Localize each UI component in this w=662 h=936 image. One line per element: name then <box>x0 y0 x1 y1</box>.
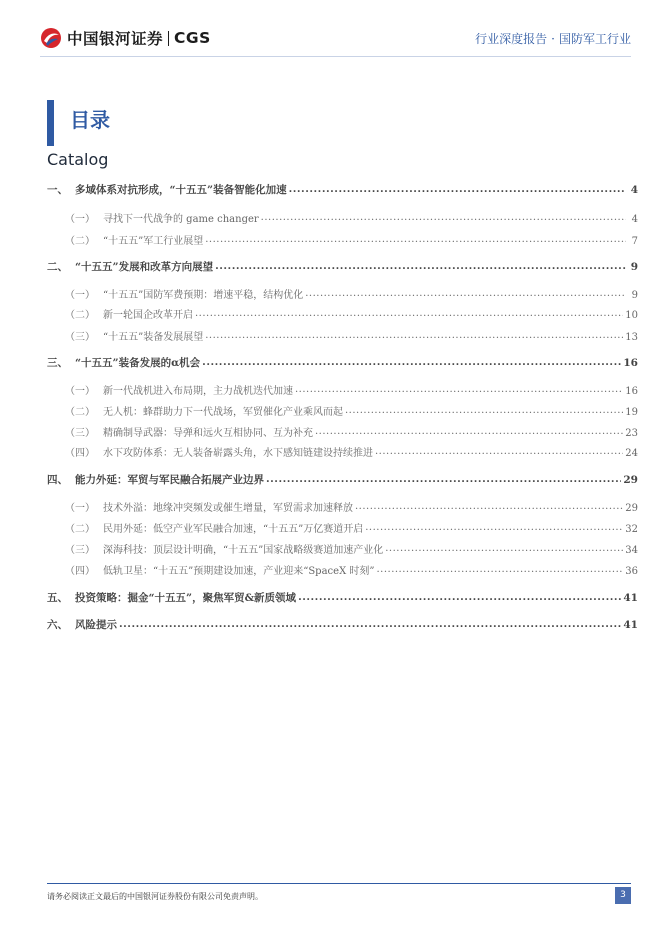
toc-entry-page: 24 <box>625 448 638 459</box>
toc-entry-number: （一） <box>65 386 95 397</box>
toc-dot-leader <box>205 234 626 244</box>
toc-entry-page: 19 <box>625 407 638 418</box>
toc-entry-title: 低轨卫星：“十五五”预期建设加速，产业迎来“SpaceX 时刻” <box>103 566 375 577</box>
toc-dot-leader <box>289 183 626 194</box>
toc-entry-page: 4 <box>631 214 638 225</box>
brand-logo <box>40 26 211 50</box>
toc-entry-title: “十五五”国防军费预期：增速平稳，结构优化 <box>103 290 304 301</box>
toc-entry-page: 13 <box>625 332 638 343</box>
toc-entry-title: 精确制导武器：导弹和远火互相协同、互为补充 <box>103 428 313 439</box>
toc-entry-title: 多域体系对抗形成，“十五五”装备智能化加速 <box>75 184 287 196</box>
toc-entry-number: 六、 <box>47 619 68 631</box>
toc-dot-leader <box>385 543 623 553</box>
toc-section-entry[interactable] <box>47 499 638 514</box>
footer-divider <box>47 883 631 884</box>
toc-entry-title: 风险提示 <box>75 619 117 631</box>
report-category <box>475 30 631 47</box>
page-number: 3 <box>615 887 631 904</box>
toc-entry-page: 4 <box>630 184 638 196</box>
toc-dot-leader <box>295 384 623 394</box>
toc-dot-leader <box>376 564 623 574</box>
toc-section-entry[interactable] <box>47 541 638 556</box>
toc-entry-number: 一、 <box>47 184 68 196</box>
toc-entry-page: 41 <box>623 592 638 604</box>
toc-section-entry[interactable] <box>47 286 638 301</box>
toc-dot-leader <box>305 288 626 298</box>
toc-entry-number: （二） <box>65 310 95 321</box>
toc-entry-title: 新一轮国企改革开启 <box>103 310 193 321</box>
toc-dot-leader <box>266 473 621 484</box>
toc-entry-title: “十五五”军工行业展望 <box>103 236 204 247</box>
toc-dot-leader <box>298 591 621 602</box>
page-title: 目录 <box>70 108 110 132</box>
brand-name-cn: 中国银河证券 <box>67 30 164 48</box>
toc-section-entry[interactable] <box>47 520 638 535</box>
toc-entry-title: “十五五”装备发展的α机会 <box>75 357 201 369</box>
toc-entry-page: 23 <box>625 428 638 439</box>
toc-chapter-entry[interactable] <box>47 259 638 274</box>
toc-entry-number: 三、 <box>47 357 68 369</box>
header-divider <box>40 56 631 57</box>
toc-entry-page: 32 <box>625 524 638 535</box>
toc-section-entry[interactable] <box>47 403 638 418</box>
toc-dot-leader <box>345 405 623 415</box>
toc-section-entry[interactable] <box>47 424 638 439</box>
toc-entry-page: 29 <box>625 503 638 514</box>
toc-chapter-entry[interactable] <box>47 472 638 487</box>
toc-entry-title: 民用外延：低空产业军民融合加速，“十五五”万亿赛道开启 <box>103 524 364 535</box>
toc-chapter-entry[interactable] <box>47 355 638 370</box>
toc-chapter-entry[interactable] <box>47 590 638 605</box>
toc-entry-title: “十五五”发展和改革方向展望 <box>75 261 214 273</box>
toc-dot-leader <box>261 212 626 222</box>
toc-dot-leader <box>119 618 621 629</box>
brand-name-en: CGS <box>174 29 211 47</box>
toc-entry-page: 7 <box>631 236 638 247</box>
toc-entry-number: （二） <box>65 524 95 535</box>
toc-section-entry[interactable] <box>47 562 638 577</box>
toc-entry-title: 深海科技：顶层设计明确，“十五五”国家战略级赛道加速产业化 <box>103 545 384 556</box>
toc-dot-leader <box>315 426 623 436</box>
toc-entry-number: （一） <box>65 503 95 514</box>
galaxy-logo-icon <box>40 27 62 49</box>
toc-chapter-entry[interactable] <box>47 617 638 632</box>
toc-section-entry[interactable] <box>47 444 638 459</box>
toc-entry-page: 34 <box>625 545 638 556</box>
toc-entry-number: （三） <box>65 332 95 343</box>
toc-dot-leader <box>202 356 621 367</box>
toc-section-entry[interactable] <box>47 306 638 321</box>
toc-section-entry[interactable] <box>47 210 638 225</box>
toc-dot-leader <box>215 260 626 271</box>
toc-entry-title: 新一代战机进入布局期，主力战机迭代加速 <box>103 386 293 397</box>
toc-chapter-entry[interactable] <box>47 182 638 197</box>
title-accent-bar <box>47 100 54 146</box>
toc-entry-number: （一） <box>65 214 95 225</box>
toc-entry-page: 36 <box>625 566 638 577</box>
toc-entry-title: 无人机：蜂群助力下一代战场，军贸催化产业乘风而起 <box>103 407 343 418</box>
report-type: 行业深度报告 <box>475 32 548 46</box>
toc-entry-title: 投资策略：掘金“十五五”，聚焦军贸&新质领域 <box>75 592 297 604</box>
toc-entry-title: 寻找下一代战争的 game changer <box>103 214 259 225</box>
toc-dot-leader <box>355 501 623 511</box>
toc-entry-number: （四） <box>65 566 95 577</box>
toc-section-entry[interactable] <box>47 232 638 247</box>
toc-entry-number: 五、 <box>47 592 68 604</box>
toc-dot-leader <box>205 330 623 340</box>
toc-entry-page: 29 <box>623 474 638 486</box>
footer-disclaimer: 请务必阅读正文最后的中国银河证券股份有限公司免责声明。 <box>47 892 263 901</box>
toc-entry-page: 10 <box>625 310 638 321</box>
toc-entry-title: 能力外延：军贸与军民融合拓展产业边界 <box>75 474 264 486</box>
toc-dot-leader <box>365 522 623 532</box>
industry-name: 国防军工行业 <box>558 32 631 46</box>
toc-entry-number: （一） <box>65 290 95 301</box>
page-header <box>0 0 662 58</box>
toc-dot-leader <box>195 308 623 318</box>
brand-divider <box>168 31 169 46</box>
toc-entry-page: 16 <box>625 386 638 397</box>
toc-entry-page: 41 <box>623 619 638 631</box>
header-separator: · <box>551 32 555 46</box>
toc-entry-number: （二） <box>65 236 95 247</box>
page-subtitle: Catalog <box>47 150 109 169</box>
toc-entry-number: 四、 <box>47 474 68 486</box>
toc-section-entry[interactable] <box>47 328 638 343</box>
toc-entry-number: （二） <box>65 407 95 418</box>
toc-entry-page: 9 <box>631 290 638 301</box>
toc-entry-number: （三） <box>65 545 95 556</box>
toc-entry-title: “十五五”装备发展展望 <box>103 332 204 343</box>
toc-entry-number: （四） <box>65 448 95 459</box>
toc-entry-page: 16 <box>623 357 638 369</box>
toc-entry-title: 技术外溢：地缘冲突频发或催生增量，军贸需求加速释放 <box>103 503 353 514</box>
toc-entry-number: 二、 <box>47 261 68 273</box>
toc-dot-leader <box>375 446 623 456</box>
toc-entry-title: 水下攻防体系：无人装备崭露头角，水下感知链建设持续推进 <box>103 448 373 459</box>
toc-section-entry[interactable] <box>47 382 638 397</box>
toc-entry-page: 9 <box>630 261 638 273</box>
toc-entry-number: （三） <box>65 428 95 439</box>
